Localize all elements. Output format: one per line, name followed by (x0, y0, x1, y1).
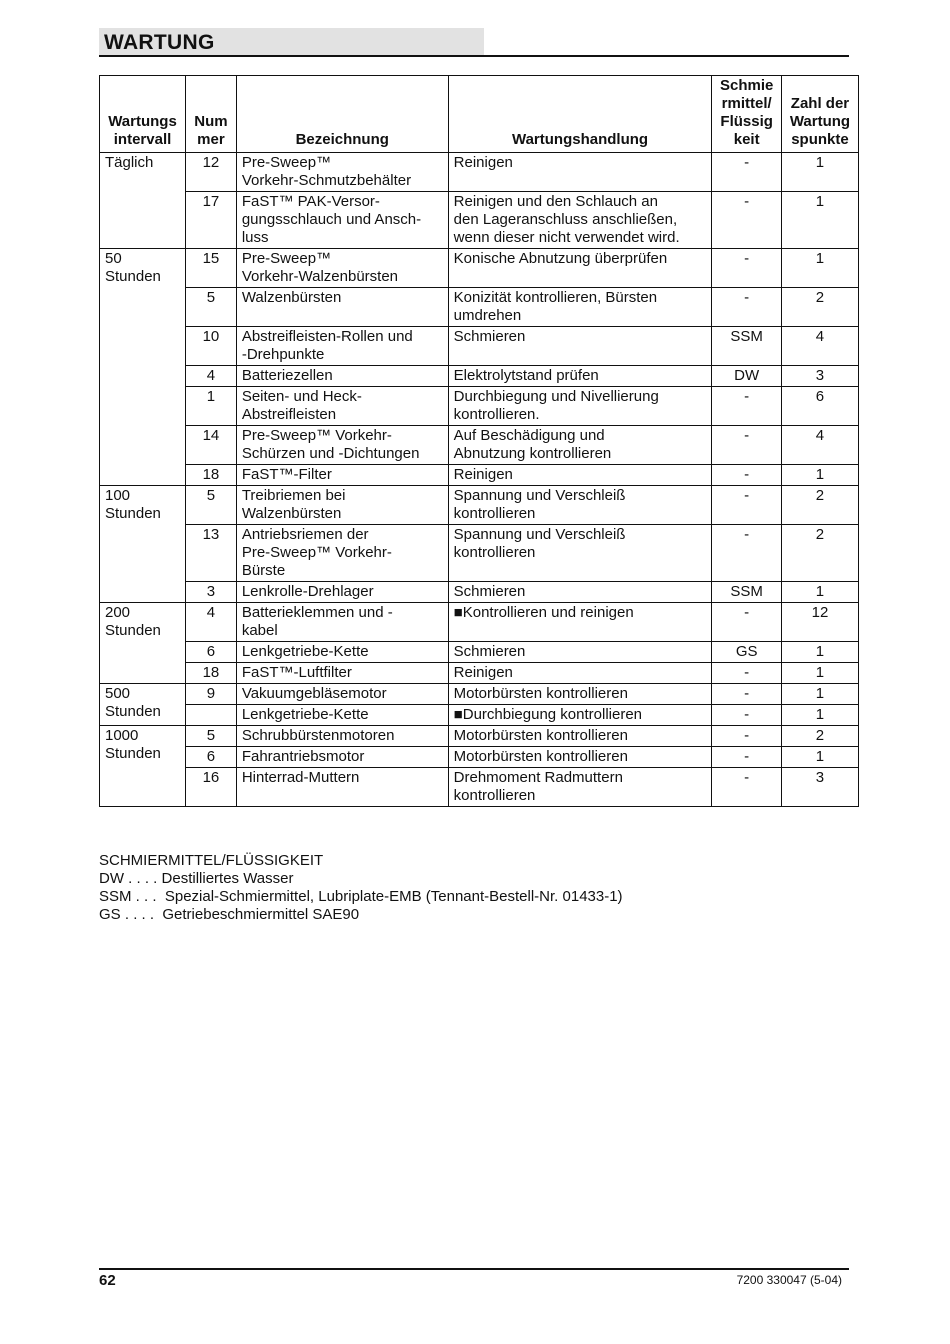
cell-points: 12 (781, 603, 858, 642)
legend-text: Destilliertes Wasser (161, 870, 294, 887)
cell-interval: 1000 Stunden (100, 726, 186, 807)
legend (99, 852, 623, 924)
cell-number: 16 (186, 768, 237, 807)
legend-text: Spezial-Schmiermittel, Lubriplate-EMB (Tennant-Bestell-Nr. 01433-1) (164, 888, 623, 905)
cell-points: 1 (781, 192, 858, 249)
cell-points: 2 (781, 525, 858, 582)
table-row (100, 663, 859, 684)
cell-points: 1 (781, 249, 858, 288)
cell-points: 4 (781, 426, 858, 465)
cell-number: 5 (186, 486, 237, 525)
cell-interval: 100 Stunden (100, 486, 186, 603)
cell-action: Motorbürsten kontrollieren (448, 726, 712, 747)
table-row (100, 747, 859, 768)
legend-text: Getriebeschmiermittel SAE90 (162, 906, 360, 923)
cell-points: 1 (781, 684, 858, 705)
cell-action: Elektrolytstand prüfen (448, 366, 712, 387)
header-action: Wartungshandlung (448, 76, 712, 153)
cell-points: 4 (781, 327, 858, 366)
cell-number: 6 (186, 642, 237, 663)
cell-name: Seiten- und Heck- Abstreifleisten (236, 387, 448, 426)
legend-title: SCHMIERMITTEL/FLÜSSIGKEIT (99, 852, 324, 869)
cell-name: Lenkgetriebe-Kette (236, 705, 448, 726)
cell-number: 9 (186, 684, 237, 705)
cell-lubricant: - (712, 684, 782, 705)
cell-points: 3 (781, 366, 858, 387)
cell-action: Reinigen und den Schlauch an den Lageranschluss anschließen, wenn dieser nicht verwendet wird. (448, 192, 712, 249)
cell-lubricant: DW (712, 366, 782, 387)
cell-action: Reinigen (448, 465, 712, 486)
page-number: 62 (99, 1272, 116, 1289)
cell-lubricant: - (712, 192, 782, 249)
cell-name: Lenkgetriebe-Kette (236, 642, 448, 663)
cell-lubricant: - (712, 726, 782, 747)
table-row (100, 192, 859, 249)
cell-number: 18 (186, 663, 237, 684)
cell-name: Walzenbürsten (236, 288, 448, 327)
cell-name: Vakuumgebläsemotor (236, 684, 448, 705)
cell-points: 1 (781, 465, 858, 486)
table-row (100, 387, 859, 426)
cell-points: 1 (781, 582, 858, 603)
legend-code: GS (99, 906, 121, 923)
cell-action: Spannung und Verschleiß kontrollieren (448, 486, 712, 525)
cell-number: 14 (186, 426, 237, 465)
table-row (100, 726, 859, 747)
legend-code: DW (99, 870, 124, 887)
header-points: Zahl der Wartung spunkte (781, 76, 858, 153)
cell-name: Batterieklemmen und - kabel (236, 603, 448, 642)
cell-number: 13 (186, 525, 237, 582)
cell-name: Batteriezellen (236, 366, 448, 387)
cell-action: Reinigen (448, 153, 712, 192)
document-number: 7200 330047 (5-04) (736, 1273, 842, 1287)
cell-lubricant: - (712, 525, 782, 582)
cell-name: Pre-Sweep™ Vorkehr-Walzenbürsten (236, 249, 448, 288)
cell-name: Schrubbürstenmotoren (236, 726, 448, 747)
cell-lubricant: - (712, 426, 782, 465)
cell-number: 4 (186, 603, 237, 642)
table-row (100, 486, 859, 525)
cell-number: 5 (186, 288, 237, 327)
table-row (100, 153, 859, 192)
table-body (100, 153, 859, 807)
cell-name: FaST™-Filter (236, 465, 448, 486)
cell-name: Hinterrad-Muttern (236, 768, 448, 807)
header-number: Num mer (186, 76, 237, 153)
cell-number: 15 (186, 249, 237, 288)
table-row (100, 525, 859, 582)
cell-lubricant: - (712, 288, 782, 327)
cell-number: 3 (186, 582, 237, 603)
cell-number: 12 (186, 153, 237, 192)
table-row (100, 684, 859, 705)
cell-points: 2 (781, 486, 858, 525)
cell-interval: 500 Stunden (100, 684, 186, 726)
cell-action: Konizität kontrollieren, Bürsten umdrehen (448, 288, 712, 327)
cell-points: 1 (781, 663, 858, 684)
cell-points: 1 (781, 705, 858, 726)
cell-lubricant: - (712, 387, 782, 426)
table-row (100, 603, 859, 642)
header-name: Bezeichnung (236, 76, 448, 153)
cell-name: Lenkrolle-Drehlager (236, 582, 448, 603)
cell-lubricant: - (712, 663, 782, 684)
cell-lubricant: - (712, 153, 782, 192)
cell-points: 1 (781, 747, 858, 768)
cell-points: 2 (781, 726, 858, 747)
cell-points: 3 (781, 768, 858, 807)
cell-points: 2 (781, 288, 858, 327)
cell-points: 1 (781, 642, 858, 663)
cell-number: 10 (186, 327, 237, 366)
cell-lubricant: - (712, 486, 782, 525)
cell-lubricant: - (712, 705, 782, 726)
cell-number: 1 (186, 387, 237, 426)
cell-number: 6 (186, 747, 237, 768)
header-lubricant: Schmie rmittel/ Flüssig keit (712, 76, 782, 153)
footer-rule (99, 1268, 849, 1270)
cell-action: Spannung und Verschleiß kontrollieren (448, 525, 712, 582)
cell-name: Treibriemen bei Walzenbürsten (236, 486, 448, 525)
table-row (100, 327, 859, 366)
cell-action: Durchbiegung und Nivellierung kontrollieren. (448, 387, 712, 426)
header-interval: Wartungs intervall (100, 76, 186, 153)
cell-name: FaST™ PAK-Versor- gungsschlauch und Ansch- luss (236, 192, 448, 249)
cell-action: Schmieren (448, 327, 712, 366)
legend-code: SSM (99, 888, 132, 905)
table-row (100, 768, 859, 807)
cell-name: Abstreifleisten-Rollen und -Drehpunkte (236, 327, 448, 366)
cell-interval: 200 Stunden (100, 603, 186, 684)
cell-action: Motorbürsten kontrollieren (448, 684, 712, 705)
cell-action: Konische Abnutzung überprüfen (448, 249, 712, 288)
cell-name: Fahrantriebsmotor (236, 747, 448, 768)
cell-name: FaST™-Luftfilter (236, 663, 448, 684)
cell-action: ■Kontrollieren und reinigen (448, 603, 712, 642)
table-row (100, 582, 859, 603)
cell-action: Drehmoment Radmuttern kontrollieren (448, 768, 712, 807)
cell-action: Auf Beschädigung und Abnutzung kontrollieren (448, 426, 712, 465)
table-header-row (100, 76, 859, 153)
cell-lubricant: - (712, 603, 782, 642)
cell-action: Reinigen (448, 663, 712, 684)
table-row (100, 249, 859, 288)
cell-lubricant: - (712, 747, 782, 768)
legend-dots: . . . (131, 888, 165, 905)
table-row (100, 366, 859, 387)
table-row (100, 465, 859, 486)
table-row (100, 705, 859, 726)
cell-number: 5 (186, 726, 237, 747)
cell-number (186, 705, 237, 726)
header-rule (99, 55, 849, 57)
legend-item (99, 888, 623, 906)
maintenance-table (99, 75, 859, 807)
legend-item (99, 906, 623, 924)
cell-lubricant: - (712, 768, 782, 807)
cell-interval: Täglich (100, 153, 186, 249)
legend-item (99, 870, 623, 888)
table-row (100, 288, 859, 327)
cell-lubricant: GS (712, 642, 782, 663)
cell-name: Pre-Sweep™ Vorkehr- Schürzen und -Dichtungen (236, 426, 448, 465)
legend-dots: . . . . (120, 906, 163, 923)
cell-number: 4 (186, 366, 237, 387)
cell-action: ■Durchbiegung kontrollieren (448, 705, 712, 726)
cell-action: Motorbürsten kontrollieren (448, 747, 712, 768)
cell-lubricant: SSM (712, 327, 782, 366)
cell-action: Schmieren (448, 642, 712, 663)
page-title: WARTUNG (104, 31, 215, 54)
cell-points: 1 (781, 153, 858, 192)
cell-number: 17 (186, 192, 237, 249)
cell-action: Schmieren (448, 582, 712, 603)
cell-lubricant: - (712, 249, 782, 288)
cell-lubricant: SSM (712, 582, 782, 603)
cell-points: 6 (781, 387, 858, 426)
cell-lubricant: - (712, 465, 782, 486)
legend-dots: . . . . (124, 870, 162, 887)
cell-name: Antriebsriemen der Pre-Sweep™ Vorkehr- Bürste (236, 525, 448, 582)
cell-interval: 50 Stunden (100, 249, 186, 486)
cell-name: Pre-Sweep™ Vorkehr-Schmutzbehälter (236, 153, 448, 192)
cell-number: 18 (186, 465, 237, 486)
table-row (100, 426, 859, 465)
table-row (100, 642, 859, 663)
